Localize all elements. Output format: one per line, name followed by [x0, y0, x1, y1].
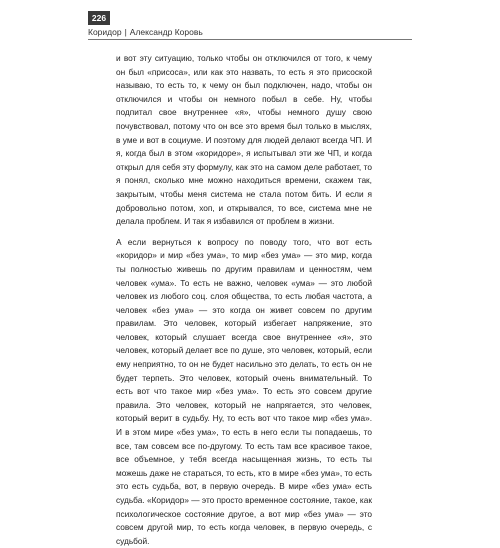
section-title: Коридор — [88, 27, 122, 37]
page-number: 226 — [88, 11, 110, 25]
running-head — [88, 27, 203, 37]
header-separator: | — [124, 27, 127, 37]
body-text — [116, 52, 372, 548]
header-rule — [88, 39, 412, 40]
paragraph-1: и вот эту ситуацию, только чтобы он отключился от того, к чему он был «присоса», или как это назвать, то есть я это присоской называю, то есть то, к чему он был подключен, надо, чтобы он отключился и чтобы он немного побыл в себе. Ну, чтобы подпитал свое внутреннее «я», чтобы немного душу свою почувствовал, потому что он все это время был только в мыслях, в уме и вот в социуме. И поэтому для людей делают всегда ЧП. И я, когда был в этом «коридоре», я испытывал эти же ЧП, и когда открыл для себя эту формулу, как это на самом деле работает, то я понял, сколько мне можно находиться времени, скажем так, закрытым, чтобы меня система не стала потом бить. И если я добровольно потом, хоп, и открывался, то все, система мне не делала проблем. И так я избавился от проблем в жизни. — [116, 53, 372, 227]
paragraph-2: А если вернуться к вопросу по поводу того, что вот есть «коридор» и мир «без ума», то мир «без ума» — это мир, когда ты полностью живешь по другим правилам и ценностям, чем человек «ума». То есть не важно, человек «ума» — это любой человек из любого соц. слоя общества, то есть любая частота, а человек «без ума» — это когда он живет совсем по другим правилам. Это человек, который избегает напряжение, это человек, который слушает всегда свое внутреннее «я», это человек, который делает все по душе, это человек, который, если ему неприятно, то он не будет насильно это делать, то есть он не будет терпеть. Это человек, который очень внимательный. То есть вот что такое мир «без ума». То есть это совсем другие правила. Это человек, который не напрягается, это человек, который верит в судьбу. Ну, то есть вот что такое мир «без ума». И в этом мире «без ума», то есть в него если ты попадаешь, то все, там совсем все по-другому. То есть там все красивое такое, все объемное, у тебя всегда насыщенная жизнь, то есть ты можешь даже не стараться, то есть, кто в мире «без ума», то есть это есть судьба, вот, в первую очередь. В мире «без ума» есть судьба. «Коридор» — это просто временное состояние, такое, как психологическое состояние другое, а вот мир «без ума» — это совсем другой мир, то есть когда человек, в первую очередь, с судьбой. — [116, 236, 372, 546]
author-name: Александр Коровь — [129, 27, 203, 37]
